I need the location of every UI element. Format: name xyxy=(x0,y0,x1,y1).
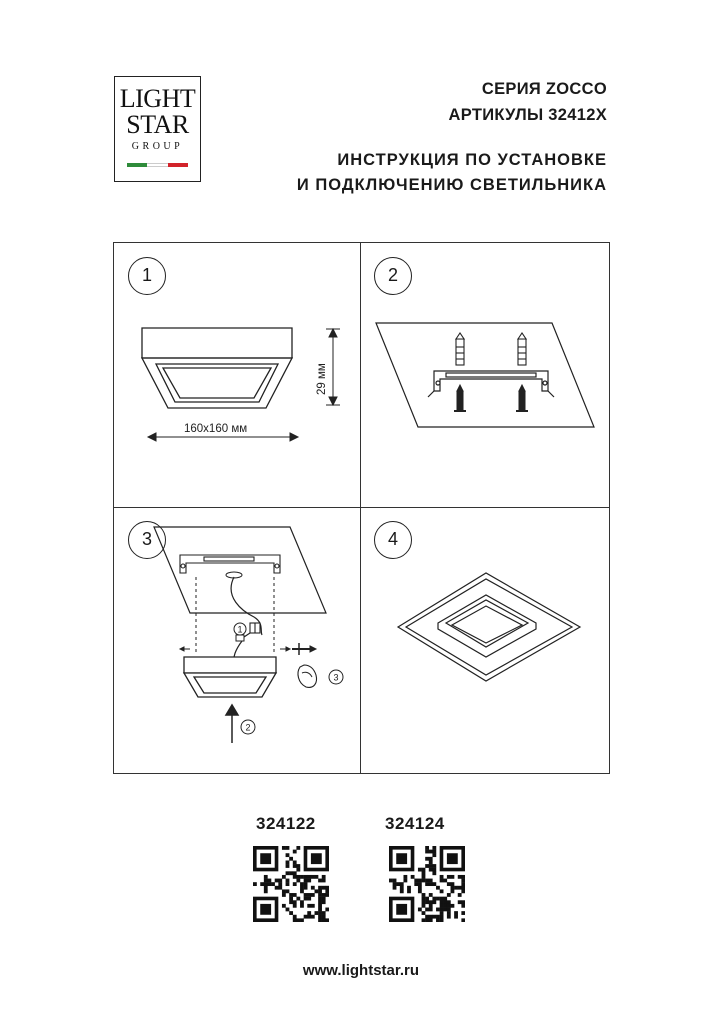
step-4-number: 4 xyxy=(374,521,412,559)
height-label: 29 мм xyxy=(316,363,328,395)
qr-code-2[interactable] xyxy=(389,846,465,922)
fixing-screw xyxy=(292,643,316,655)
article-label: АРТИКУЛЫ 32412X xyxy=(448,106,607,124)
push-up-arrow xyxy=(226,705,238,743)
italian-flag-stripe xyxy=(127,163,188,167)
instruction-title-line2: И ПОДКЛЮЧЕНИЮ СВЕТИЛЬНИКА xyxy=(296,176,607,194)
width-label: 160x160 мм xyxy=(184,423,248,435)
wall-dowel-left xyxy=(456,333,464,365)
website-link[interactable]: www.lightstar.ru xyxy=(302,962,420,979)
step-3-number: 3 xyxy=(128,521,166,559)
qr-code-1[interactable] xyxy=(253,846,329,922)
series-label: СЕРИЯ ZOCCO xyxy=(481,80,607,98)
logo-line-light: LIGHT xyxy=(119,84,196,113)
alignment-guides xyxy=(196,577,274,653)
instruction-grid xyxy=(113,242,610,774)
mounting-bracket xyxy=(428,371,554,397)
step-4-installed-luminaire-diagram xyxy=(360,507,610,775)
sub-step-3-label: 3 xyxy=(333,672,339,683)
screw-left xyxy=(454,385,466,411)
mounted-bracket xyxy=(180,555,280,573)
flag-white xyxy=(147,163,167,167)
step-1-dimensions-diagram xyxy=(114,243,360,507)
wall-dowel-right xyxy=(518,333,526,365)
height-dimension-line xyxy=(326,329,340,405)
flag-red xyxy=(168,163,188,167)
instruction-title xyxy=(297,148,607,198)
step-3-wiring-diagram xyxy=(114,507,360,775)
screw-right xyxy=(516,385,528,411)
cable-connector xyxy=(236,635,244,641)
logo-line-group: GROUP xyxy=(131,141,184,152)
instruction-title-line1: ИНСТРУКЦИЯ ПО УСТАНОВКЕ xyxy=(337,151,607,169)
flag-green xyxy=(127,163,147,167)
luminaire-profile xyxy=(142,328,292,408)
step-2-bracket-mounting-diagram xyxy=(360,243,610,507)
installed-luminaire xyxy=(398,573,580,681)
step-1-number: 1 xyxy=(128,257,166,295)
sub-step-1-label: 1 xyxy=(237,624,243,635)
logo-line-star: STAR xyxy=(126,110,189,139)
terminal-block xyxy=(250,623,260,633)
brand-logo xyxy=(114,76,201,182)
step-2-number: 2 xyxy=(374,257,412,295)
article-code-1: 324122 xyxy=(256,814,316,833)
luminaire-body xyxy=(184,657,276,697)
sub-step-2-label: 2 xyxy=(245,722,251,733)
hand-icon xyxy=(298,665,317,687)
article-code-2: 324124 xyxy=(385,814,445,833)
